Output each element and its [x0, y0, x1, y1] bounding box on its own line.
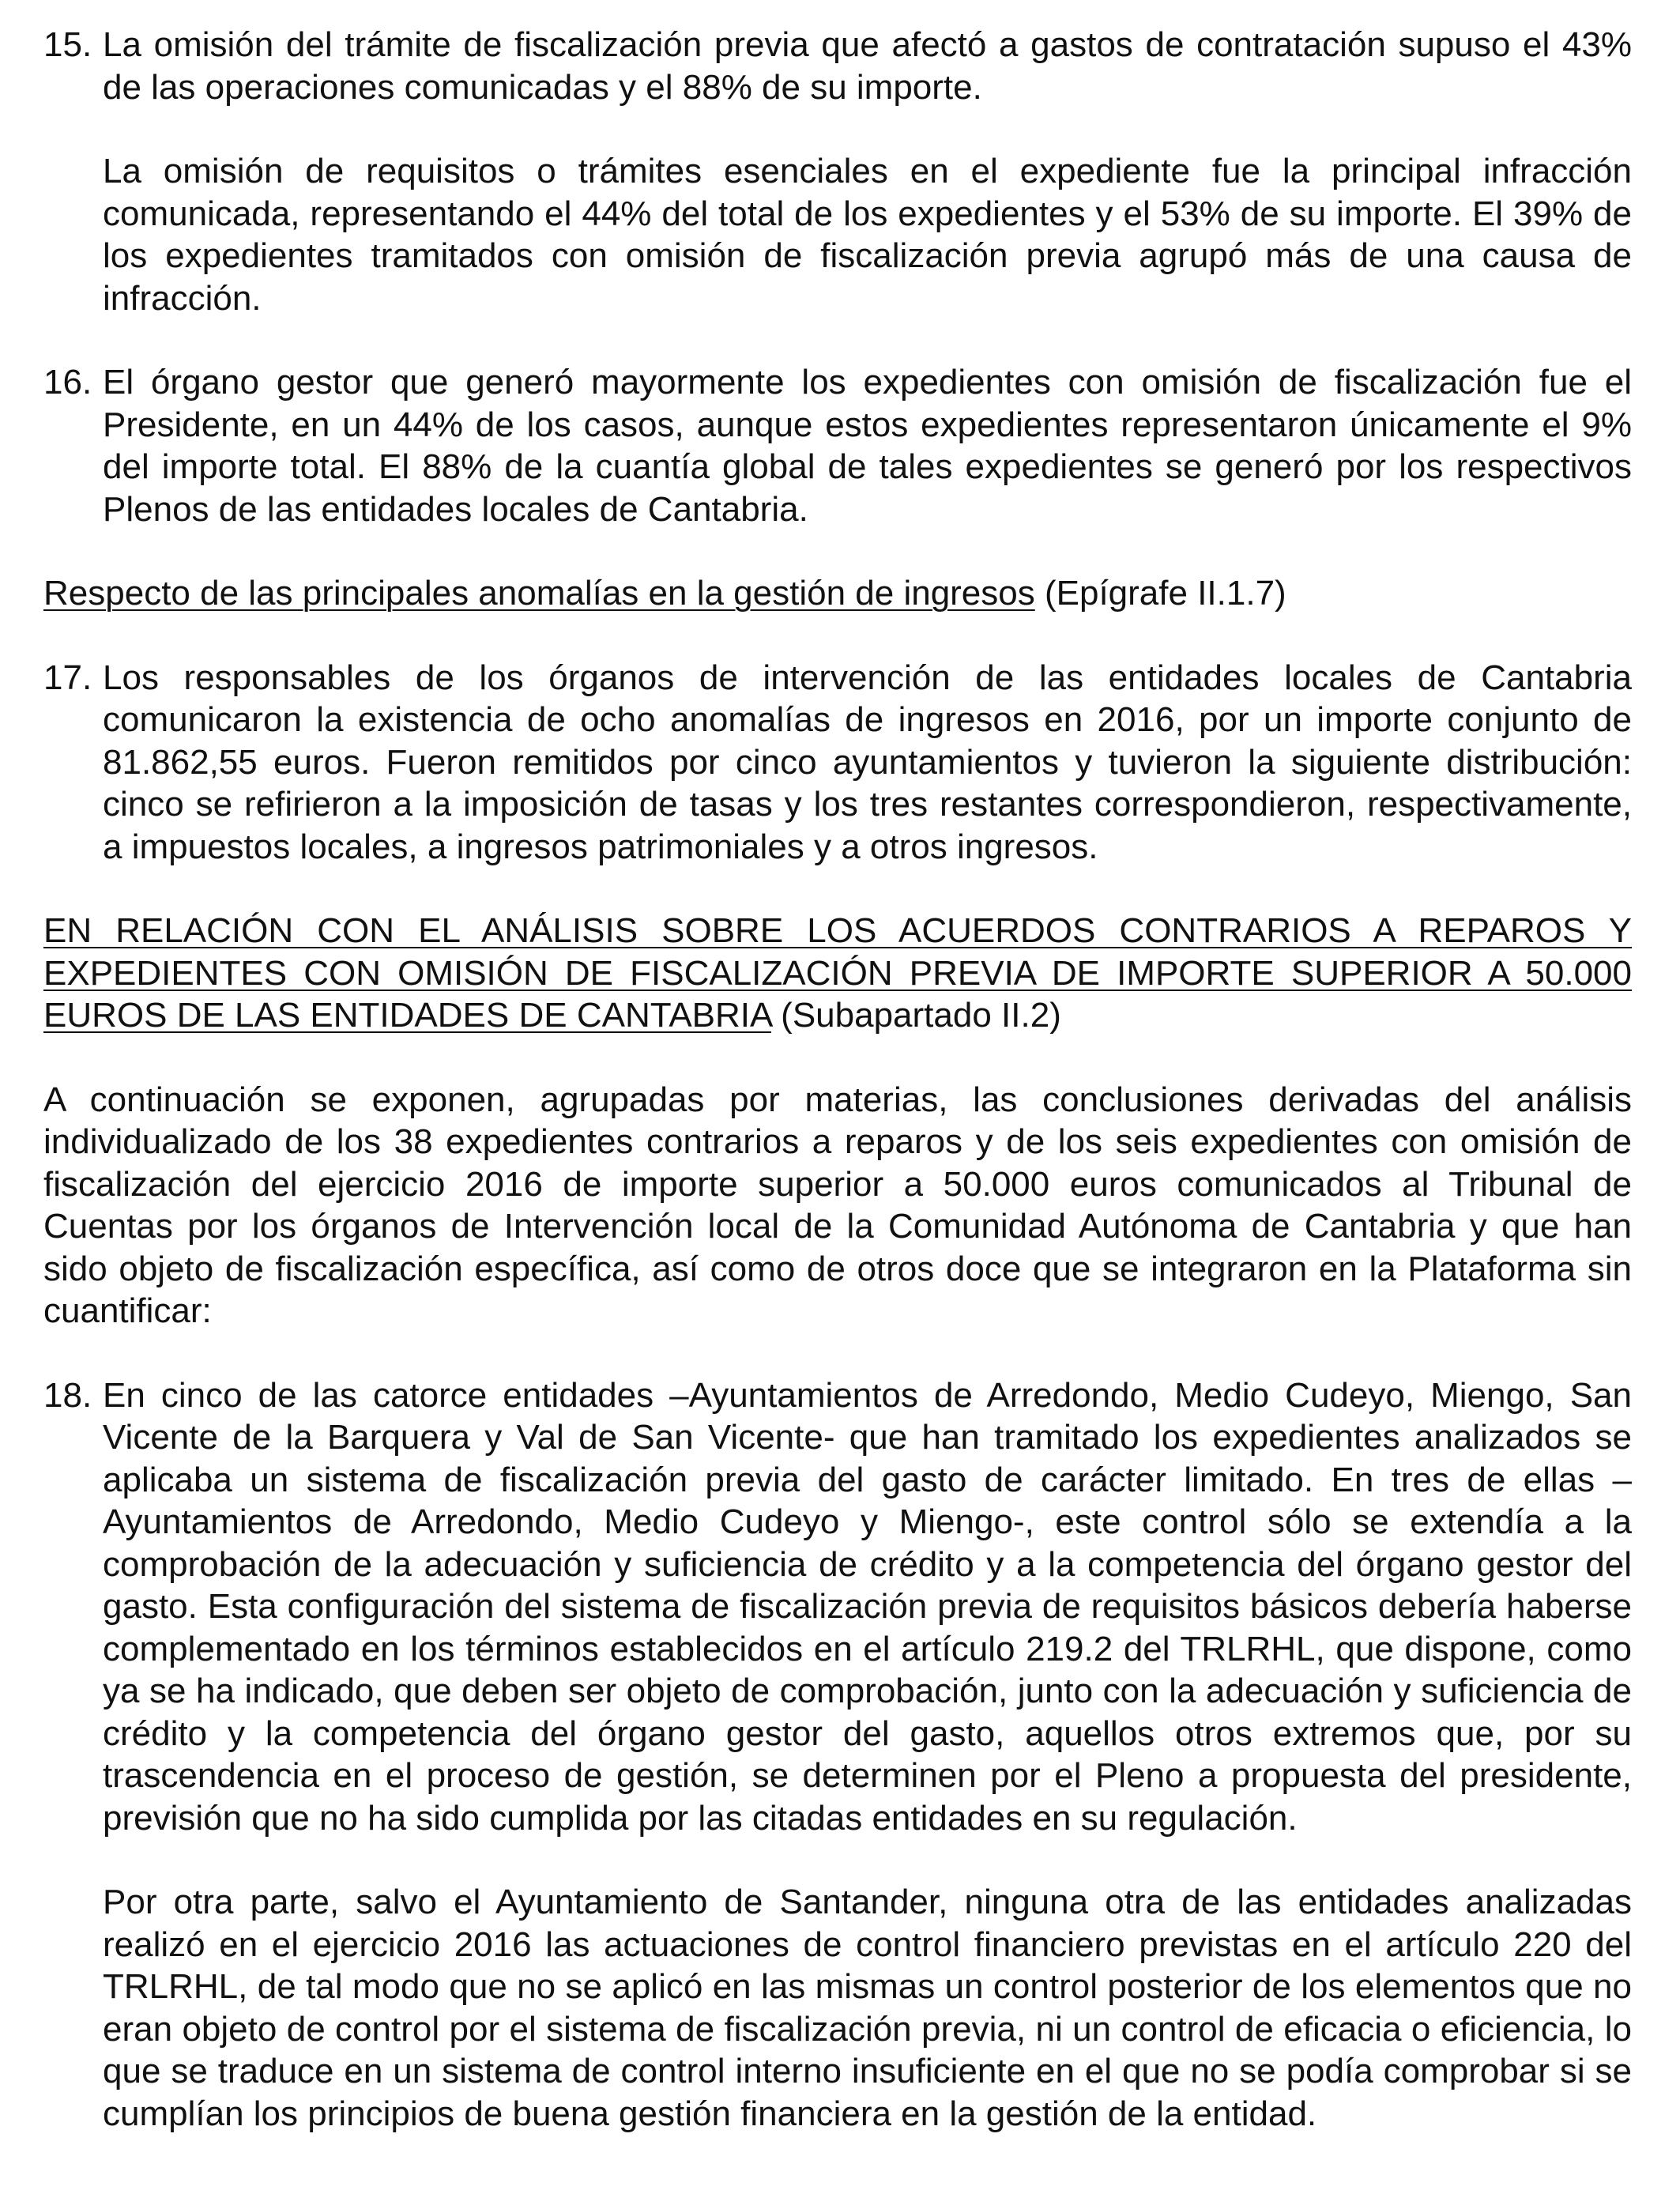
paragraph: La omisión de requisitos o trámites esenciales en el expediente fue la principal infracción comunicada, representando el 44% del total de los expedientes y el 53% de su importe. El 39% de los expedientes tramitados con omisión de fiscalización previa agrupó más de una causa de infracción.	[103, 152, 1632, 318]
conclusion-15	[43, 24, 1632, 108]
item-number: 18.	[43, 1375, 92, 1415]
heading-underlined-text: EN RELACIÓN CON EL ANÁLISIS SOBRE LOS ACUERDOS CONTRARIOS A REPAROS Y EXPEDIENTES CON OMISIÓN DE FISCALIZACIÓN PREVIA DE IMPORTE SUPERIOR A 50.000 EUROS DE LAS ENTIDADES DE CANTABRIA	[43, 911, 1632, 1035]
paragraph: El órgano gestor que generó mayormente los expedientes con omisión de fiscalización fue el Presidente, en un 44% de los casos, aunque estos expedientes representaron únicamente el 9% del importe total. El 88% de la cuantía global de tales expedientes se generó por los respectivos Plenos de las entidades locales de Cantabria.	[103, 363, 1632, 529]
section-heading-analisis	[43, 910, 1632, 1037]
paragraph: En cinco de las catorce entidades –Ayuntamientos de Arredondo, Medio Cudeyo, Miengo, San Vicente de la Barquera y Val de San Vicente- que han tramitado los expedientes analizados se aplicaba un sistema de fiscalización previa del gasto de carácter limitado. En tres de ellas –Ayuntamientos de Arredondo, Medio Cudeyo y Miengo-, este control sólo se extendía a la comprobación de la adecuación y suficiencia de crédito y a la competencia del órgano gestor del gasto. Esta configuración del sistema de fiscalización previa de requisitos básicos debería haberse complementado en los términos establecidos en el artículo 219.2 del TRLRHL, que dispone, como ya se ha indicado, que deben ser objeto de comprobación, junto con la adecuación y suficiencia de crédito y la competencia del órgano gestor del gasto, aquellos otros extremos que, por su trascendencia en el proceso de gestión, se determinen por el Pleno a propuesta del presidente, previsión que no ha sido cumplida por las citadas entidades en su regulación.	[103, 1375, 1632, 1838]
heading-reference: (Epígrafe II.1.7)	[1034, 574, 1286, 613]
conclusion-17	[43, 657, 1632, 869]
paragraph: Por otra parte, salvo el Ayuntamiento de Santander, ninguna otra de las entidades analizadas realizó en el ejercicio 2016 las actuaciones de control financiero previstas en el artículo 220 del TRLRHL, de tal modo que no se aplicó en las mismas un control posterior de los elementos que no eran objeto de control por el sistema de fiscalización previa, ni un control de eficacia o eficiencia, lo que se traduce en un sistema de control interno insuficiente en el que no se podía comprobar si se cumplían los principios de buena gestión financiera en la gestión de la entidad.	[103, 1883, 1632, 2133]
paragraph: La omisión del trámite de fiscalización previa que afectó a gastos de contratación supuso el 43% de las operaciones comunicadas y el 88% de su importe.	[103, 25, 1632, 107]
conclusion-18	[43, 1374, 1632, 1840]
section-heading-ingresos	[43, 572, 1632, 615]
intro-paragraph: A continuación se exponen, agrupadas por materias, las conclusiones derivadas del análisis individualizado de los 38 expedientes contrarios a reparos y de los seis expedientes con omisión de fiscalización del ejercicio 2016 de importe superior a 50.000 euros comunicados al Tribunal de Cuentas por los órganos de Intervención local de la Comunidad Autónoma de Cantabria y que han sido objeto de fiscalización específica, así como de otros doce que se integraron en la Plataforma sin cuantificar:	[43, 1080, 1632, 1330]
paragraph: Los responsables de los órganos de intervención de las entidades locales de Cantabria comunicaron la existencia de ocho anomalías de ingresos en 2016, por un importe conjunto de 81.862,55 euros. Fueron remitidos por cinco ayuntamientos y tuvieron la siguiente distribución: cinco se refirieron a la imposición de tasas y los tres restantes correspondieron, respectivamente, a impuestos locales, a ingresos patrimoniales y a otros ingresos.	[103, 658, 1632, 866]
document-page	[43, 24, 1632, 2135]
conclusion-16	[43, 361, 1632, 530]
item-number: 15.	[43, 25, 92, 64]
heading-underlined-text: Respecto de las principales anomalías en la gestión de ingresos	[43, 574, 1035, 613]
item-number: 17.	[43, 658, 92, 697]
item-number: 16.	[43, 363, 92, 401]
heading-reference: (Subapartado II.2)	[770, 996, 1061, 1035]
